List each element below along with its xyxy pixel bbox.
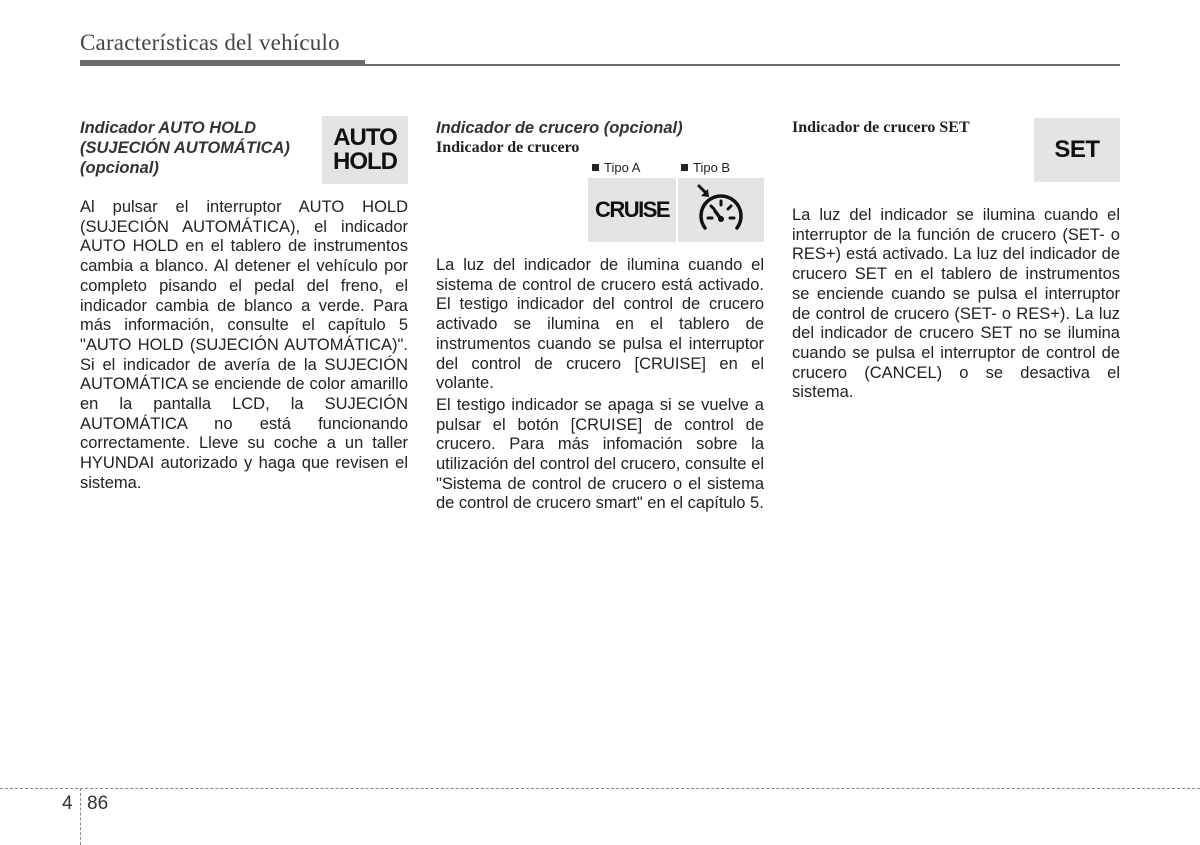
auto-hold-indicator-icon [322, 116, 408, 184]
header-rule-thin [365, 64, 1120, 66]
auto-hold-heading-line1: Indicador AUTO HOLD [80, 119, 257, 137]
header-rule-thick [80, 60, 365, 66]
cruise-body-1: La luz del indicador de ilumina cuando el sistema de control de crucero está activado. El testigo indicador del control de crucero activado se ilumina en el tablero de instrumentos cuando se pulsa el interruptor del control de crucero [CRUISE] en el volante. [436, 256, 764, 393]
chapter-number: 4 [62, 793, 73, 814]
cruise-indicator-type-a [588, 178, 676, 242]
type-a-text: Tipo A [604, 160, 641, 175]
type-b-label [681, 160, 730, 175]
auto-hold-badge-line2: HOLD [333, 148, 397, 175]
cruise-heading: Indicador de crucero (opcional) [436, 119, 683, 137]
auto-hold-heading-line3: (opcional) [80, 159, 159, 177]
cruise-set-heading: Indicador de crucero SET [792, 119, 970, 136]
cruise-badge-text: CRUISE [594, 197, 670, 222]
auto-hold-body: Al pulsar el interruptor AUTO HOLD (SUJECIÓN AUTOMÁTICA), el indicador AUTO HOLD en el tablero de instrumentos cambia a blanco. Al detener el vehículo por completo pisando el pedal del freno, el indicador cambia de blanco a verde. Para más información, consulte el capítulo 5 "AUTO HOLD (SUJECIÓN AUTOMÁTICA)". Si el indicador de avería de la SUJECIÓN AUTOMÁTICA se enciende de color amarillo en la pantalla LCD, la SUJECIÓN AUTOMÁTICA no está funcionando correctamente. Lleve su coche a un taller HYUNDAI autorizado y haga que revisen el sistema. [80, 198, 408, 492]
speedometer-cruise-icon [691, 182, 751, 238]
square-bullet-icon [681, 164, 688, 171]
type-a-label [592, 160, 640, 175]
set-badge-text: SET [1054, 136, 1100, 163]
footer-divider [0, 788, 1200, 789]
square-bullet-icon [592, 164, 599, 171]
cruise-body-2: El testigo indicador se apaga si se vuelve a pulsar el botón [CRUISE] de control de crucero. Para más infomación sobre la utilización del control del crucero, consulte el "Sistema de control de crucero o el sistema de control de crucero smart" en el capítulo 5. [436, 395, 764, 513]
cruise-set-body: La luz del indicador se ilumina cuando el interruptor de la función de crucero (SET- o RES+) está activado. La luz del indicador de crucero SET en el tablero de instrumentos se enciende cuando se pulsa el interruptor de control de crucero (SET- o RES+). La luz del indicador de crucero SET no se ilumina cuando se pulsa el interruptor de control de crucero (CANCEL) o se desactiva el sistema. [792, 206, 1120, 402]
page-number: 86 [87, 793, 109, 814]
cruise-subheading: Indicador de crucero [436, 139, 580, 156]
cruise-indicator-type-b [678, 178, 764, 242]
page-header-title: Características del vehículo [80, 30, 340, 55]
auto-hold-heading-line2: (SUJECIÓN AUTOMÁTICA) [80, 139, 290, 157]
type-b-text: Tipo B [693, 160, 731, 175]
auto-hold-badge-line1: AUTO [333, 124, 397, 151]
auto-hold-heading [80, 118, 320, 178]
footer-vertical-divider [80, 788, 81, 845]
cruise-set-indicator-icon [1034, 118, 1120, 182]
